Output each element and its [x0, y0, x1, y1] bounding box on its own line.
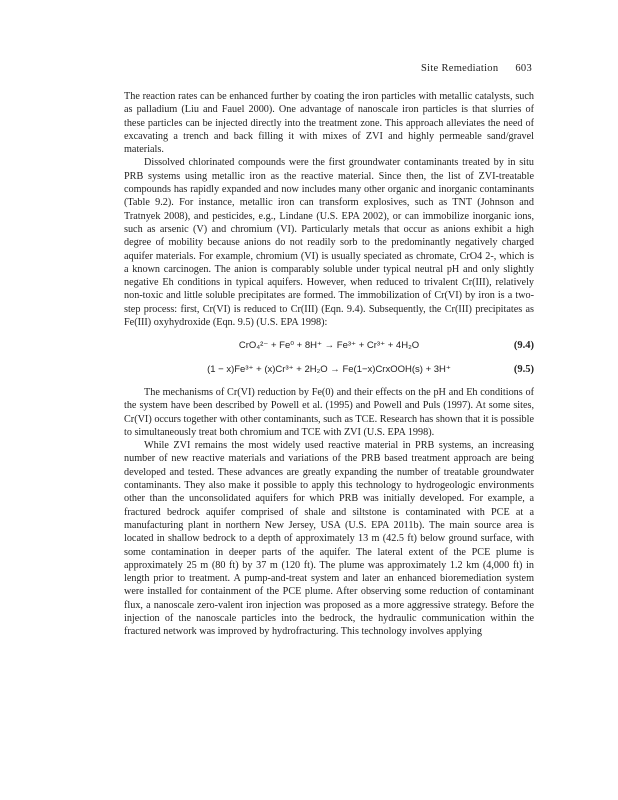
equation-9-5 — [124, 363, 534, 376]
equation-9-4 — [124, 339, 534, 352]
equation-number: (9.4) — [513, 340, 534, 352]
paragraph: The reaction rates can be enhanced further by coating the iron particles with metallic catalysts, such as palladium (Liu and Fauel 2000). One advantage of nanoscale iron particles is that slurries of these particles can be injected directly into the treatment zone. This approach alleviates the need of excavating a trench and back filling it with mixes of ZVI and highly permeable sand/gravel materials. — [124, 91, 534, 156]
page-number: 603 — [515, 63, 532, 74]
paragraph: The mechanisms of Cr(VI) reduction by Fe(0) and their effects on the pH and Eh conditions of the system have been described by Powell et al. (1995) and Powell and Puls (1997). At some sites, Cr(VI) occurs together with other contaminants, such as TCE. Research has shown that it is possible to simultaneously treat both chromium and TCE with ZVI (U.S. EPA 1998). — [124, 386, 534, 438]
running-header — [124, 63, 532, 74]
paragraph: Dissolved chlorinated compounds were the first groundwater contaminants treated by in situ PRB systems using metallic iron as the reactive material. Since then, the list of ZVI-treatable compounds has rapidly expanded and now includes many other organic and inorganic contaminants (Table 9.2). For instance, metallic iron can transform explosives, such as TNT (Johnson and Tratnyek 2008), and pesticides, e.g., Lindane (U.S. EPA 2002), or can immobilize inorganic ions, such as arsenic (V) and chromium (VI). Particularly metals that occur as anions exhibit a high degree of mobility because anions do not readily sorb to the predominantly negatively charged aquifer materials. For example, chromium (VI) is usually speciated as chromate, CrO4 2-, which is a known carcinogen. The anion is comparably soluble under typical neutral pH and only slightly negative Eh conditions in typical aquifers. However, when reduced to trivalent Cr(III), relatively non-toxic and little soluble precipitates are formed. The immobilization of Cr(VI) by iron is a two-step process: first, Cr(VI) is reduced to Cr(III) (Eqn. 9.4). Subsequently, the Cr(III) precipitates as Fe(III) oxyhydroxide (Eqn. 9.5) (U.S. EPA 1998): — [124, 157, 534, 329]
running-title: Site Remediation — [420, 63, 499, 74]
equation-expression: (1 − x)Fe³⁺ + (x)Cr³⁺ + 2H₂O → Fe(1−x)CrxOOH(s) + 3H⁺ — [207, 363, 451, 375]
paragraph: While ZVI remains the most widely used reactive material in PRB systems, an increasing number of new reactive materials and variations of the PRB based treatment approach are being developed and tested. These advances are greatly expanding the number of treatable groundwater contaminants. They also make it possible to apply this technology to hydrogeologic environments other than the unconsolidated aquifers for which PRB was initially developed. For example, a fractured bedrock aquifer comprised of shale and siltstone is contaminated with PCE at a manufacturing plant in northern New Jersey, USA (U.S. EPA 2011b). The main source area is located in shallow bedrock to a depth of approximately 13 m (42.5 ft) below ground surface, with some contamination in deeper parts of the aquifer. The lateral extent of the PCE plume is approximately 25 m (80 ft) by 37 m (120 ft). The plume was approximately 1.2 km (4,000 ft) in length prior to treatment. A pump-and-treat system and later an enhanced bioremediation system were installed for containment of the PCE plume. After observing some reduction of contaminant flux, a nanoscale zero-valent iron injection was proposed as a more aggressive strategy. Before the injection of the nanoscale particles into the bedrock, the hydraulic communication within the fractured network was improved by hydrofracturing. This technology involves applying — [124, 440, 534, 638]
equation-expression: CrO₄²⁻ + Fe⁰ + 8H⁺ → Fe³⁺ + Cr³⁺ + 4H₂O — [238, 340, 420, 352]
equation-number: (9.5) — [513, 363, 534, 375]
body-text — [124, 90, 534, 639]
